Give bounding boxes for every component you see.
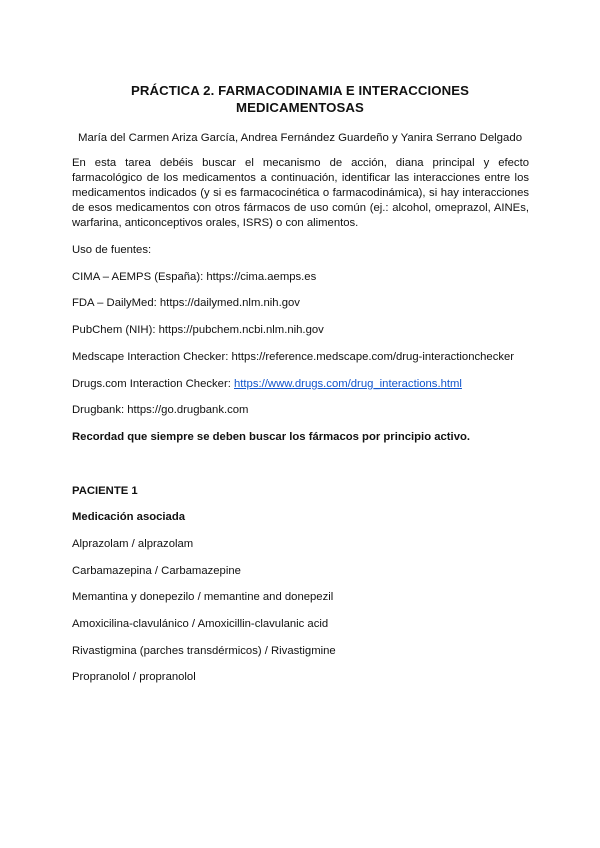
medication-item: Memantina y donepezilo / memantine and donepezil (72, 591, 334, 603)
source-drugs-com (72, 377, 462, 391)
source-drugbank: Drugbank: https://go.drugbank.com (72, 404, 249, 416)
medication-item: Amoxicilina-clavulánico / Amoxicillin-clavulanic acid (72, 618, 329, 630)
patient-heading: PACIENTE 1 (72, 485, 138, 497)
source-dailymed: FDA – DailyMed: https://dailymed.nlm.nih.gov (72, 297, 300, 309)
medication-item: Alprazolam / alprazolam (72, 538, 194, 550)
source-pubchem: PubChem (NIH): https://pubchem.ncbi.nlm.nih.gov (72, 324, 324, 336)
medication-heading: Medicación asociada (72, 511, 186, 523)
authors-line: María del Carmen Ariza García, Andrea Fernández Guardeño y Yanira Serrano Delgado (77, 132, 523, 144)
sources-heading: Uso de fuentes: (72, 244, 152, 256)
source-medscape: Medscape Interaction Checker: https://reference.medscape.com/drug-interactionchecker (72, 351, 515, 363)
title-line-1: PRÁCTICA 2. FARMACODINAMIA E INTERACCIONES (130, 83, 470, 98)
drugs-com-link[interactable]: https://www.drugs.com/drug_interactions.html (234, 378, 462, 390)
medication-item: Carbamazepina / Carbamazepine (72, 565, 241, 577)
medication-item: Rivastigmina (parches transdérmicos) / Rivastigmine (72, 645, 336, 657)
medication-item: Propranolol / propranolol (72, 671, 196, 683)
source-drugs-com-label: Drugs.com Interaction Checker: (72, 378, 234, 390)
page-title (100, 82, 500, 116)
source-cima: CIMA – AEMPS (España): https://cima.aemps.es (72, 271, 317, 283)
intro-paragraph: En esta tarea debéis buscar el mecanismo de acción, diana principal y efecto farmacológico de los medicamentos a continuación, identificar las interacciones entre los medicamentos indicados (y si es farmacocinética o farmacodinámica), si hay interacciones de esos medicamentos con otros fármacos de uso común (ej.: alcohol, omeprazol, AINEs, warfarina, anticonceptivos orales, ISRS) o con alimentos. (72, 157, 529, 229)
title-line-2: MEDICAMENTOSAS (236, 100, 364, 115)
reminder-note: Recordad que siempre se deben buscar los fármacos por principio activo. (72, 431, 471, 443)
